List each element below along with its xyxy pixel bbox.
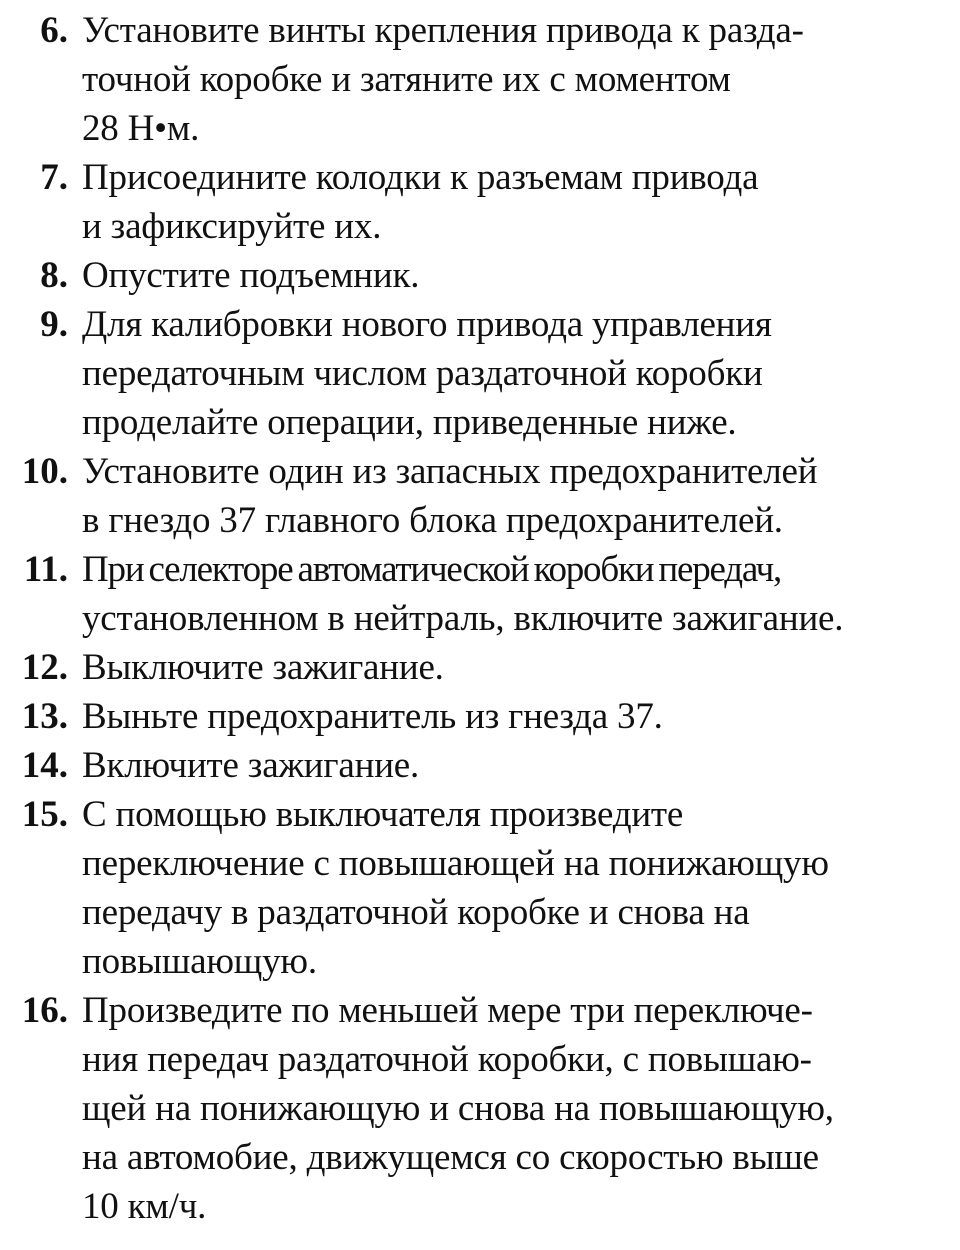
text-line: 10 км/ч. (82, 1186, 207, 1227)
text-line: установленном в нейтраль, включите зажигание. (82, 598, 844, 639)
step-number: 6. (40, 10, 68, 51)
step-text (82, 6, 960, 153)
step-number: 12. (21, 647, 68, 688)
step-text (82, 300, 960, 447)
step-number: 10. (21, 451, 68, 492)
step-number: 11. (23, 549, 68, 590)
step-16 (0, 986, 960, 1231)
step-text (82, 251, 960, 300)
text-line: переключение с повышающей на понижающую (82, 843, 829, 884)
text-line: ния передач раздаточной коробки, с повышаю- (82, 1039, 812, 1080)
step-text (82, 692, 960, 741)
step-number: 9. (40, 304, 68, 345)
step-number: 13. (21, 696, 68, 737)
text-line: в гнездо 37 главного блока предохранителей. (82, 500, 783, 541)
step-9 (0, 300, 960, 447)
step-7 (0, 153, 960, 251)
step-15 (0, 790, 960, 986)
step-text (82, 986, 960, 1231)
text-line: Установите один из запасных предохранителей (82, 451, 818, 492)
text-line: Выключите зажигание. (82, 647, 444, 688)
text-line: и зафиксируйте их. (82, 206, 382, 247)
text-line: точной коробке и затяните их с моментом (82, 59, 731, 100)
text-line: Произведите по меньшей мере три переключе- (82, 990, 813, 1031)
text-line: щей на понижающую и снова на повышающую, (82, 1088, 834, 1129)
text-line: передаточным числом раздаточной коробки (82, 353, 763, 394)
step-6 (0, 6, 960, 153)
step-8 (0, 251, 960, 300)
text-line: Выньте предохранитель из гнезда 37. (82, 696, 663, 737)
text-line: Опустите подъемник. (82, 255, 420, 296)
step-number: 8. (40, 255, 68, 296)
step-text (82, 447, 960, 545)
text-line: Включите зажигание. (82, 745, 420, 786)
step-14 (0, 741, 960, 790)
text-line: Для калибровки нового привода управления (82, 304, 772, 345)
step-number: 14. (21, 745, 68, 786)
text-line: повышающую. (82, 941, 317, 982)
text-line: С помощью выключателя произведите (82, 794, 684, 835)
step-text (82, 643, 960, 692)
step-number: 15. (21, 794, 68, 835)
text-line: проделайте операции, приведенные ниже. (82, 402, 737, 443)
text-line: Присоедините колодки к разъемам привода (82, 157, 759, 198)
step-number: 7. (40, 157, 68, 198)
step-text (82, 545, 960, 643)
text-line: на автомобие, движущемся со скоростью выше (82, 1137, 819, 1178)
text-line: 28 Н•м. (82, 108, 200, 149)
text-line: Установите винты крепления привода к разда- (82, 10, 804, 51)
text-line: При селекторе автоматической коробки передач, (82, 549, 782, 590)
text-line: передачу в раздаточной коробке и снова на (82, 892, 750, 933)
step-number: 16. (21, 990, 68, 1031)
step-text (82, 153, 960, 251)
step-10 (0, 447, 960, 545)
step-11 (0, 545, 960, 643)
step-12 (0, 643, 960, 692)
instruction-list (0, 6, 960, 1231)
step-13 (0, 692, 960, 741)
step-text (82, 790, 960, 986)
step-text (82, 741, 960, 790)
